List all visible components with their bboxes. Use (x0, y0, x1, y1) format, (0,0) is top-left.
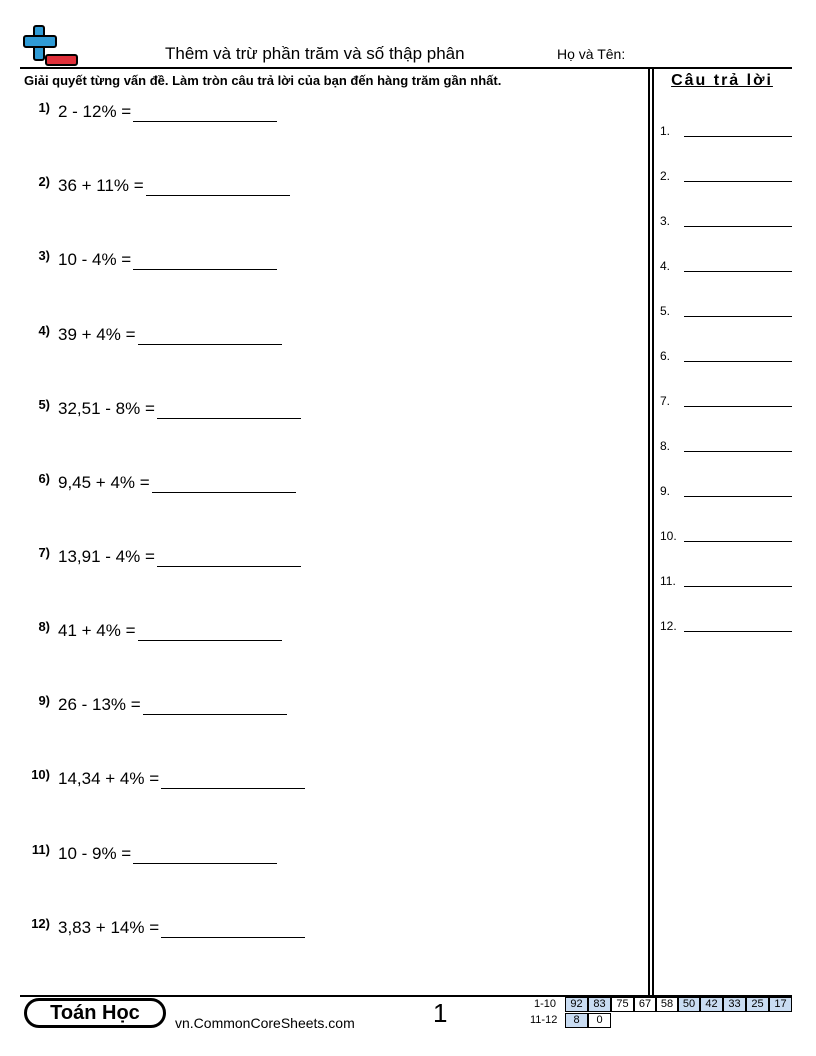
problem-number: 5) (38, 397, 50, 412)
problem-number: 8) (38, 619, 50, 634)
answer-blank[interactable] (143, 696, 287, 715)
problem-expression: 3,83 + 14% = (58, 918, 160, 937)
answer-line[interactable] (684, 496, 792, 497)
score-range-label: 11-12 (530, 1014, 558, 1026)
instructions: Giải quyết từng vấn đề. Làm tròn câu trả lời của bạn đến hàng trăm gần nhất. (24, 73, 502, 88)
problem-number: 1) (38, 100, 50, 115)
answer-line[interactable] (684, 541, 792, 542)
answer-number: 2. (660, 169, 671, 183)
site-url: vn.CommonCoreSheets.com (175, 1015, 355, 1031)
answer-row-2 (660, 169, 792, 189)
problem-expression-wrapper (58, 547, 301, 567)
problem-expression: 41 + 4% = (58, 621, 136, 640)
score-cell: 0 (588, 1013, 611, 1028)
problem-expression-wrapper (58, 844, 277, 864)
problem-number: 4) (38, 323, 50, 338)
answer-line[interactable] (684, 361, 792, 362)
answer-blank[interactable] (152, 474, 296, 493)
problem-expression-wrapper (58, 621, 282, 641)
header-divider (20, 67, 792, 69)
answer-line[interactable] (684, 316, 792, 317)
answer-line[interactable] (684, 226, 792, 227)
score-cell: 42 (700, 997, 723, 1012)
answer-line[interactable] (684, 451, 792, 452)
answer-number: 4. (660, 259, 671, 273)
answer-line[interactable] (684, 271, 792, 272)
problem-number: 12) (31, 916, 50, 931)
problem-expression: 32,51 - 8% = (58, 399, 155, 418)
answer-blank[interactable] (133, 845, 277, 864)
answer-row-6 (660, 349, 792, 369)
score-cell: 25 (746, 997, 769, 1012)
answer-blank[interactable] (133, 103, 277, 122)
brand-badge: Toán Học (24, 998, 166, 1028)
score-cell: 17 (769, 997, 792, 1012)
answer-row-5 (660, 304, 792, 324)
column-divider-right (652, 68, 654, 995)
problem-number: 7) (38, 545, 50, 560)
answer-blank[interactable] (138, 622, 282, 641)
problem-expression-wrapper (58, 918, 305, 938)
answer-row-9 (660, 484, 792, 504)
answer-row-8 (660, 439, 792, 459)
answer-number: 9. (660, 484, 671, 498)
answer-blank[interactable] (161, 770, 305, 789)
answer-line[interactable] (684, 136, 792, 137)
answer-number: 5. (660, 304, 671, 318)
answer-number: 10. (660, 529, 677, 543)
answer-blank[interactable] (138, 326, 282, 345)
plus-minus-logo-icon (22, 24, 80, 68)
answer-number: 7. (660, 394, 671, 408)
problem-number: 2) (38, 174, 50, 189)
answer-blank[interactable] (157, 400, 301, 419)
worksheet-title: Thêm và trừ phần trăm và số thập phân (165, 44, 465, 63)
problem-expression-wrapper (58, 102, 277, 122)
answer-blank[interactable] (157, 548, 301, 567)
answer-row-10 (660, 529, 792, 549)
answer-blank[interactable] (133, 251, 277, 270)
problem-number: 3) (38, 248, 50, 263)
answer-line[interactable] (684, 631, 792, 632)
name-label: Họ và Tên: (557, 46, 626, 62)
problem-expression: 39 + 4% = (58, 325, 136, 344)
answer-row-7 (660, 394, 792, 414)
score-range-label: 1-10 (534, 998, 557, 1010)
problem-number: 11) (31, 842, 50, 857)
problem-expression: 26 - 13% = (58, 695, 141, 714)
problem-expression: 2 - 12% = (58, 102, 132, 121)
problem-expression: 9,45 + 4% = (58, 473, 150, 492)
score-cell: 50 (678, 997, 700, 1012)
problem-expression-wrapper (58, 695, 287, 715)
score-cell: 67 (634, 997, 656, 1012)
page-number: 1 (433, 998, 448, 1028)
problem-expression: 13,91 - 4% = (58, 547, 155, 566)
answer-number: 6. (660, 349, 671, 363)
score-cell: 75 (611, 997, 634, 1012)
problem-number: 6) (38, 471, 50, 486)
problem-number: 10) (31, 767, 50, 782)
problem-expression-wrapper (58, 473, 296, 493)
column-divider-left (648, 68, 650, 995)
problem-number: 9) (38, 693, 50, 708)
problem-expression: 14,34 + 4% = (58, 769, 160, 788)
problem-expression-wrapper (58, 250, 277, 270)
problem-expression-wrapper (58, 176, 290, 196)
answer-row-4 (660, 259, 792, 279)
score-cell: 33 (723, 997, 746, 1012)
answer-number: 1. (660, 124, 671, 138)
answer-line[interactable] (684, 586, 792, 587)
problem-expression-wrapper (58, 325, 282, 345)
answer-number: 12. (660, 619, 677, 633)
answer-number: 3. (660, 214, 671, 228)
answer-number: 8. (660, 439, 671, 453)
problem-expression: 10 - 9% = (58, 844, 132, 863)
problem-expression: 10 - 4% = (58, 250, 132, 269)
answer-row-12 (660, 619, 792, 639)
answer-row-3 (660, 214, 792, 234)
score-cell: 58 (656, 997, 678, 1012)
problem-expression-wrapper (58, 769, 305, 789)
problem-expression-wrapper (58, 399, 301, 419)
score-cell: 8 (565, 1013, 588, 1028)
score-cell: 92 (565, 997, 588, 1012)
answer-row-11 (660, 574, 792, 594)
answer-blank[interactable] (146, 177, 290, 196)
answer-line[interactable] (684, 406, 792, 407)
answer-row-1 (660, 124, 792, 144)
answer-blank[interactable] (161, 919, 305, 938)
answers-heading: Câu trả lời (671, 72, 773, 89)
answer-number: 11. (660, 574, 676, 588)
problem-expression: 36 + 11% = (58, 176, 144, 195)
score-cell: 83 (588, 997, 611, 1012)
answer-line[interactable] (684, 181, 792, 182)
